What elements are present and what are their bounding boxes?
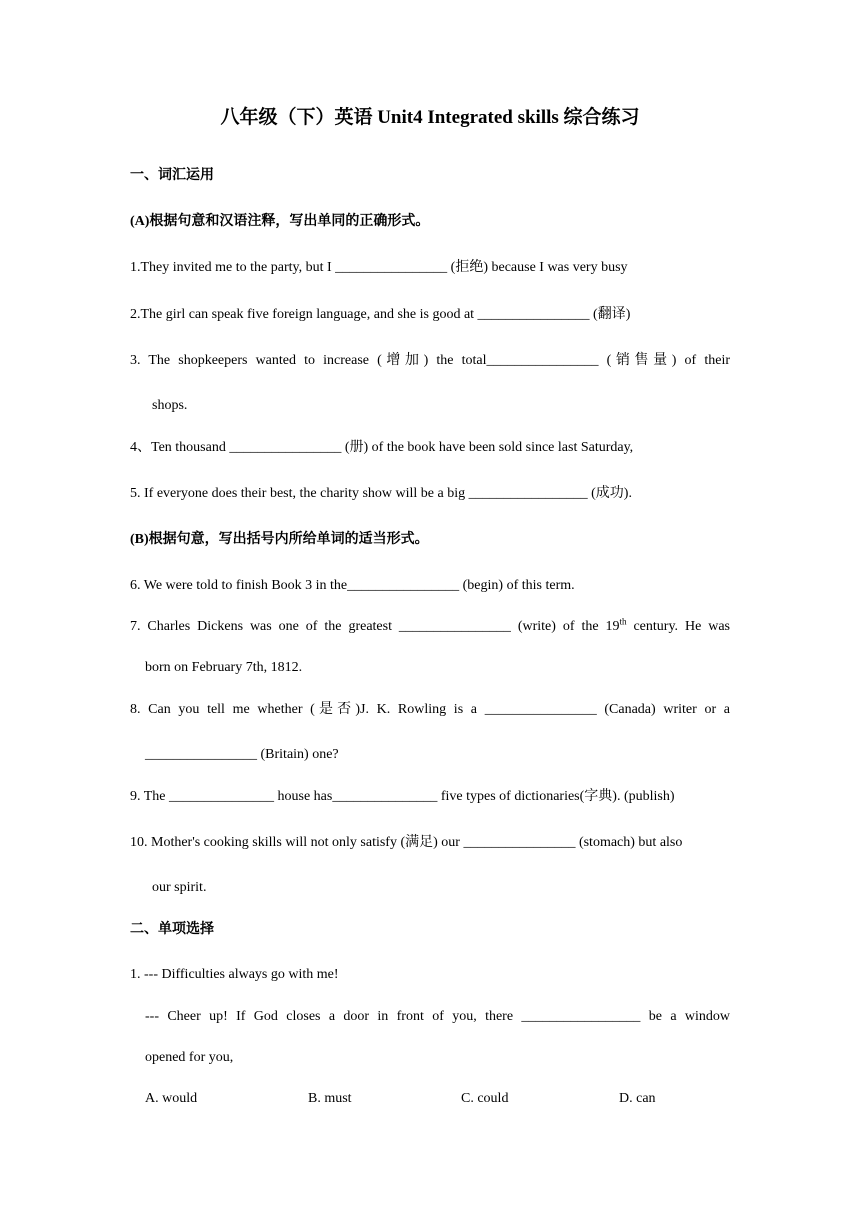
- question-1: 1.They invited me to the party, but I ________________ (拒绝) because I was very busy: [130, 260, 628, 275]
- question-7-text-end: century. He was: [626, 619, 731, 634]
- question-9: 9. The _______________ house has_______________ five types of dictionaries(字典). (publish): [130, 789, 675, 804]
- part-b-instruction: (B)根据句意，写出括号内所给单词的适当形式。: [130, 532, 429, 547]
- mc-question-1-line-2: --- Cheer up! If God closes a door in front of you, there _________________ be a window: [145, 1009, 730, 1024]
- question-10-line-1: 10. Mother's cooking skills will not only satisfy (满足) our ________________ (stomach) but also: [130, 835, 683, 850]
- question-10-line-2: our spirit.: [152, 880, 207, 895]
- question-4: 4、Ten thousand ________________ (册) of the book have been sold since last Saturday,: [130, 440, 634, 455]
- question-3-line-2: shops.: [152, 398, 188, 413]
- question-8-line-1: 8. Can you tell me whether (是否)J. K. Rowling is a ________________ (Canada) writer or a: [130, 702, 730, 717]
- option-d: D. can: [619, 1091, 656, 1106]
- question-7-line-2: born on February 7th, 1812.: [145, 660, 303, 675]
- question-7-text: 7. Charles Dickens was one of the greatest ________________ (write) of the 19: [130, 619, 620, 634]
- option-b: B. must: [308, 1091, 352, 1106]
- option-a: A. would: [145, 1091, 198, 1106]
- option-c: C. could: [461, 1091, 509, 1106]
- question-7-line-1: [130, 618, 730, 636]
- question-5: 5. If everyone does their best, the charity show will be a big _________________ (成功).: [130, 486, 632, 501]
- part-a-instruction: (A)根据句意和汉语注释，写出单同的正确形式。: [130, 214, 430, 229]
- mc-question-1-line-1: 1. --- Difficulties always go with me!: [130, 967, 339, 982]
- question-3-line-1: 3. The shopkeepers wanted to increase (增加) the total________________ (销售量) of their: [130, 353, 730, 368]
- section-heading-multiple-choice: 二、单项选择: [130, 922, 214, 937]
- ordinal-suffix: th: [619, 616, 627, 627]
- question-6: 6. We were told to finish Book 3 in the________________ (begin) of this term.: [130, 578, 575, 593]
- question-2: 2.The girl can speak five foreign language, and she is good at ________________ (翻译): [130, 307, 631, 322]
- page-title: 八年级（下）英语 Unit4 Integrated skills 综合练习: [220, 107, 640, 128]
- section-heading-vocabulary: 一、词汇运用: [130, 168, 214, 183]
- mc-question-1-line-3: opened for you,: [145, 1050, 234, 1065]
- question-8-line-2: ________________ (Britain) one?: [145, 747, 339, 762]
